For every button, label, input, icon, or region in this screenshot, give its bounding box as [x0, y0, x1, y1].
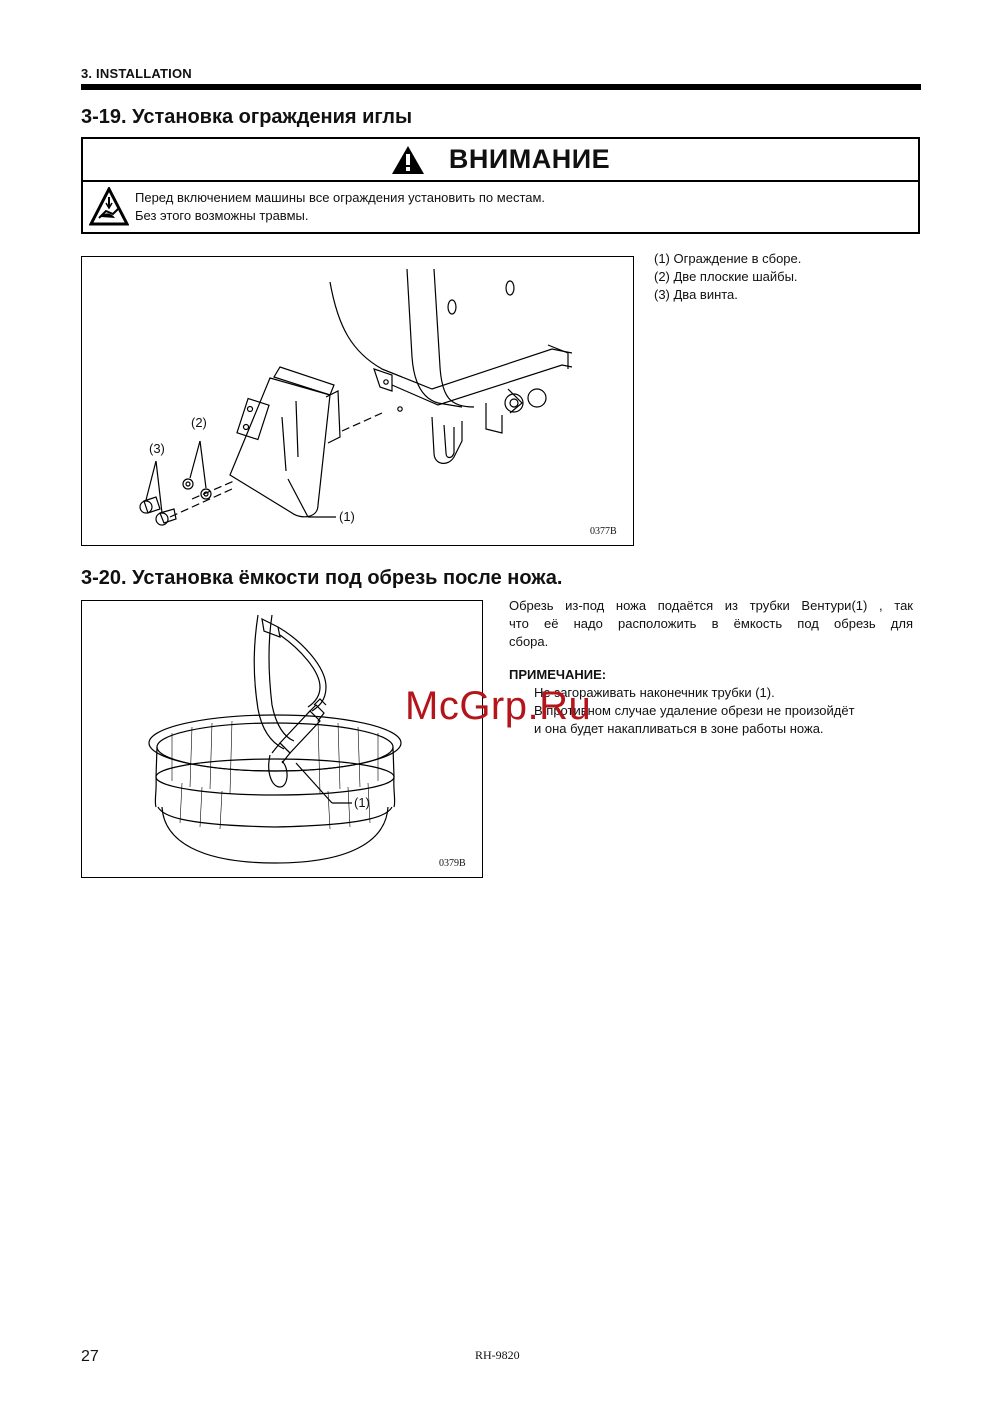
- note-title: ПРИМЕЧАНИЕ:: [509, 667, 607, 682]
- chapter-header: 3. INSTALLATION: [81, 66, 192, 81]
- section-title-3-20: 3-20. Установка ёмкости под обрезь после ножа.: [81, 567, 563, 589]
- scrap-container-drawing: [82, 601, 482, 877]
- legend-item-2: (2) Две плоские шайбы.: [654, 269, 798, 284]
- needle-guard-drawing: [82, 257, 633, 545]
- legend-item-3: (3) Два винта.: [654, 287, 738, 302]
- figure1-legend: [654, 250, 801, 304]
- header-rule: [81, 84, 921, 90]
- figure1-callout-2: (2): [191, 415, 207, 430]
- note-line-3: и она будет накапливаться в зоне работы ножа.: [534, 721, 824, 736]
- figure1-callout-3: (3): [149, 441, 165, 456]
- warning-header: [83, 139, 918, 182]
- needle-guard-figure: [81, 256, 634, 546]
- warning-title: ВНИМАНИЕ: [448, 144, 611, 174]
- paragraph-line-3: сбора.: [509, 634, 549, 649]
- warning-text: [135, 189, 545, 225]
- warning-body: [83, 182, 918, 232]
- paragraph-line-2: что её надо расположить в ёмкость под обрезь для: [509, 616, 913, 631]
- legend-item-1: (1) Ограждение в сборе.: [654, 251, 802, 266]
- model-code: RH-9820: [475, 1348, 520, 1362]
- figure2-callout-1: (1): [354, 795, 370, 810]
- paragraph-line-1: Обрезь из-под ножа подаётся из трубки Вентури(1) , так: [509, 598, 913, 613]
- note-line-2: В противном случае удаление обрези не произойдёт: [534, 703, 855, 718]
- scrap-container-figure: [81, 600, 483, 878]
- figure2-code: 0379B: [439, 858, 466, 869]
- page-number: 27: [81, 1348, 99, 1365]
- note-line-1: Не загораживать наконечник трубки (1).: [534, 685, 775, 700]
- warning-line-2: Без этого возможны травмы.: [135, 208, 309, 223]
- watermark: McGrp.Ru: [405, 684, 592, 728]
- figure1-callout-1: (1): [339, 509, 355, 524]
- hand-injury-icon: [89, 187, 129, 227]
- section2-paragraph: [509, 597, 913, 651]
- figure1-code: 0377B: [590, 526, 617, 537]
- section-title-3-19: 3-19. Установка ограждения иглы: [81, 106, 413, 128]
- warning-box: [81, 137, 920, 234]
- warning-line-1: Перед включением машины все ограждения установить по местам.: [135, 190, 546, 205]
- warning-triangle-icon: [391, 145, 425, 175]
